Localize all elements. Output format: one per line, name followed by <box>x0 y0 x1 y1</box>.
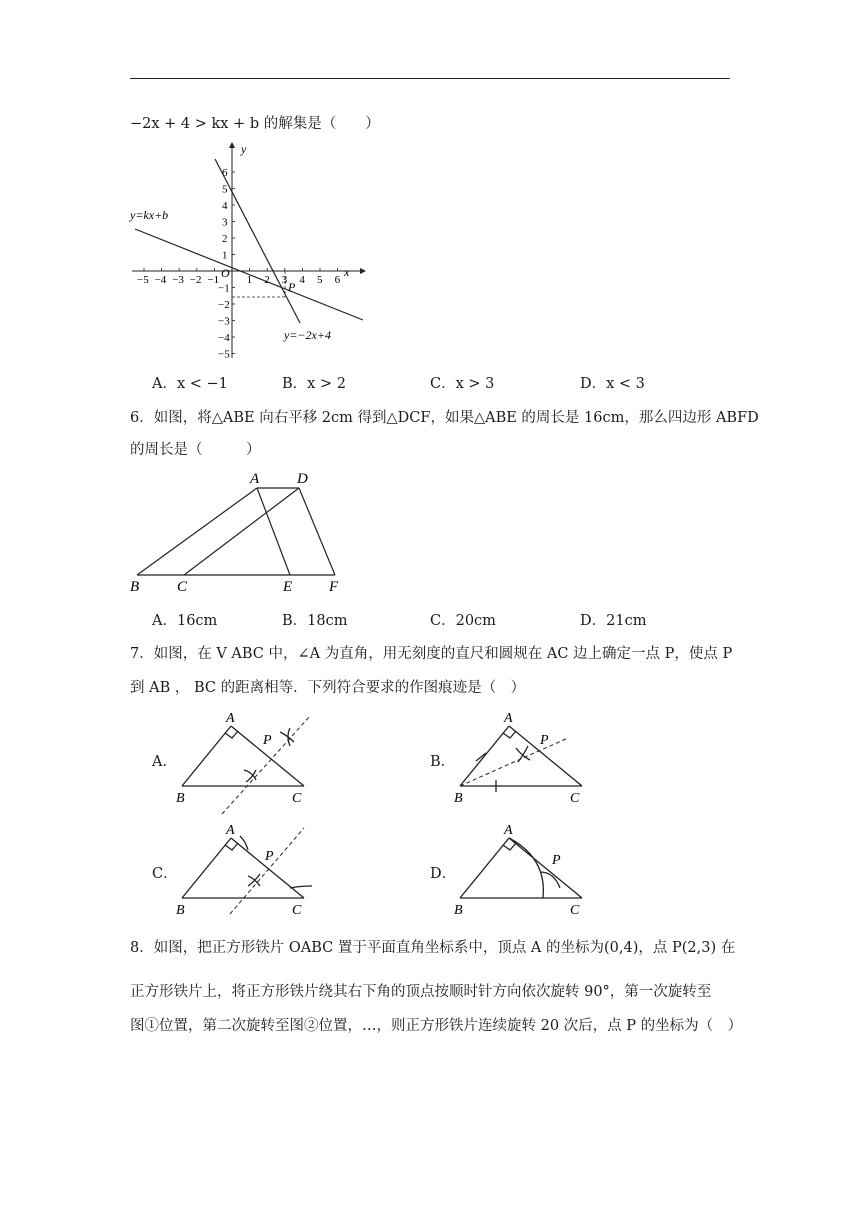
q7b-vertex-b: B <box>454 791 463 806</box>
q6-option-c[interactable]: C．20cm <box>430 613 496 629</box>
q7d-vertex-a: A <box>504 823 513 838</box>
q7c-vertex-p: P <box>265 849 274 864</box>
q7a-vertex-a: A <box>226 711 235 726</box>
q7c-vertex-a: A <box>226 823 235 838</box>
q5-x-tick-label: 5 <box>317 274 323 286</box>
header-rule <box>130 78 730 79</box>
q7c-vertex-c: C <box>292 903 302 918</box>
q7-line-1: 7．如图，在 V ABC 中，∠A 为直角，用无刻度的直尺和圆规在 AC 边上确定一点 P，使点 P <box>130 646 733 662</box>
q7b-vertex-a: A <box>504 711 513 726</box>
q5-y-tick-label: −5 <box>218 348 230 361</box>
q6-label-b: B <box>130 579 140 595</box>
q5-y-tick-label: −2 <box>218 299 230 311</box>
q5-x-tick-label: −1 <box>207 274 220 286</box>
q5-y-tick-label: 2 <box>222 233 228 245</box>
q8-line-2: 正方形铁片上，将正方形铁片绕其右下角的顶点按顺时针方向依次旋转 90°，第一次旋转至 <box>130 984 712 1000</box>
q7-figure-a[interactable] <box>170 706 320 806</box>
q5-point-label: P <box>288 280 296 294</box>
q7d-vertex-b: B <box>454 903 463 918</box>
q5-x-axis-label: x <box>344 265 350 279</box>
q5-coordinate-graph <box>120 140 370 365</box>
q5-line1-label: y=kx+b <box>130 208 169 222</box>
q5-y-tick-label: 1 <box>222 249 228 262</box>
q5-line2-label: y=−2x+4 <box>284 328 331 342</box>
q7a-vertex-b: B <box>176 791 185 806</box>
q5-option-a[interactable]: A．x < −1 <box>152 376 228 392</box>
q7a-vertex-c: C <box>292 791 302 806</box>
q6-option-d[interactable]: D．21cm <box>580 613 647 629</box>
q5-y-tick-label: −3 <box>218 315 230 328</box>
q6-label-e: E <box>283 579 293 595</box>
q7-figure-d[interactable] <box>448 818 598 918</box>
q5-y-tick-label: 3 <box>222 216 228 229</box>
q7a-vertex-p: P <box>263 733 272 748</box>
q7-figure-b[interactable] <box>448 706 598 806</box>
q6-line-1: 6．如图，将△ABE 向右平移 2cm 得到△DCF，如果△ABE 的周长是 16cm，那么四边形 ABFD <box>130 410 759 426</box>
q5-x-tick-label: 3 <box>281 274 288 286</box>
q6-translation-figure <box>125 465 365 595</box>
q7-choice-c-label[interactable]: C． <box>152 866 178 882</box>
q5-x-tick-label: −3 <box>172 274 184 286</box>
q6-label-a: A <box>250 471 260 487</box>
q5-y-tick-label: −1 <box>218 282 230 295</box>
q6-label-d: D <box>297 471 308 487</box>
q7-choice-b-label[interactable]: B． <box>430 754 456 770</box>
q5-x-tick-label: 2 <box>264 274 270 286</box>
q7-choice-a-label[interactable]: A． <box>152 754 177 770</box>
q7b-vertex-c: C <box>570 791 580 806</box>
q5-option-d[interactable]: D．x < 3 <box>580 376 645 392</box>
q5-y-axis-label: y <box>241 142 247 156</box>
q7-figure-c[interactable] <box>170 818 320 918</box>
q7b-vertex-p: P <box>540 733 549 748</box>
q7-choice-d-label[interactable]: D． <box>430 866 457 882</box>
q5-y-tick-label: −4 <box>218 332 230 344</box>
q5-y-tick-label: 6 <box>222 167 228 179</box>
q7d-vertex-p: P <box>552 853 561 868</box>
q5-y-tick-label: 5 <box>222 183 228 196</box>
q7d-vertex-c: C <box>570 903 580 918</box>
q5-x-tick-label: 4 <box>299 274 305 286</box>
q7-line-2: 到 AB ， BC 的距离相等．下列符合要求的作图痕迹是（ ） <box>130 680 526 696</box>
q5-option-c[interactable]: C．x > 3 <box>430 376 495 392</box>
q6-label-c: C <box>177 579 188 595</box>
q5-x-tick-label: −2 <box>189 274 202 286</box>
q5-x-tick-label: −5 <box>137 274 149 286</box>
q7c-vertex-b: B <box>176 903 185 918</box>
q6-option-b[interactable]: B．18cm <box>282 613 348 629</box>
q5-option-b[interactable]: B．x > 2 <box>282 376 346 392</box>
q5-x-tick-label: −4 <box>154 274 167 286</box>
q5-x-tick-label: 1 <box>246 274 253 286</box>
q5-y-tick-label: 4 <box>222 200 228 212</box>
q8-line-3: 图①位置，第二次旋转至图②位置，…，则正方形铁片连续旋转 20 次后，点 P 的坐标为（ ） <box>130 1018 743 1034</box>
q8-line-1: 8．如图，把正方形铁片 OABC 置于平面直角坐标系中，顶点 A 的坐标为(0,4)，点 P(2,3) 在 <box>130 940 736 956</box>
q5-line-kx-plus-b <box>135 229 363 320</box>
q6-label-f: F <box>329 579 339 595</box>
q6-line-2: 的周长是（ ） <box>130 442 261 458</box>
q5-stem: −2x + 4 > kx + b 的解集是（ ） <box>130 116 380 132</box>
q6-option-a[interactable]: A．16cm <box>152 613 218 629</box>
q5-origin-label: O <box>221 266 230 280</box>
q5-x-tick-label: 6 <box>334 274 341 286</box>
